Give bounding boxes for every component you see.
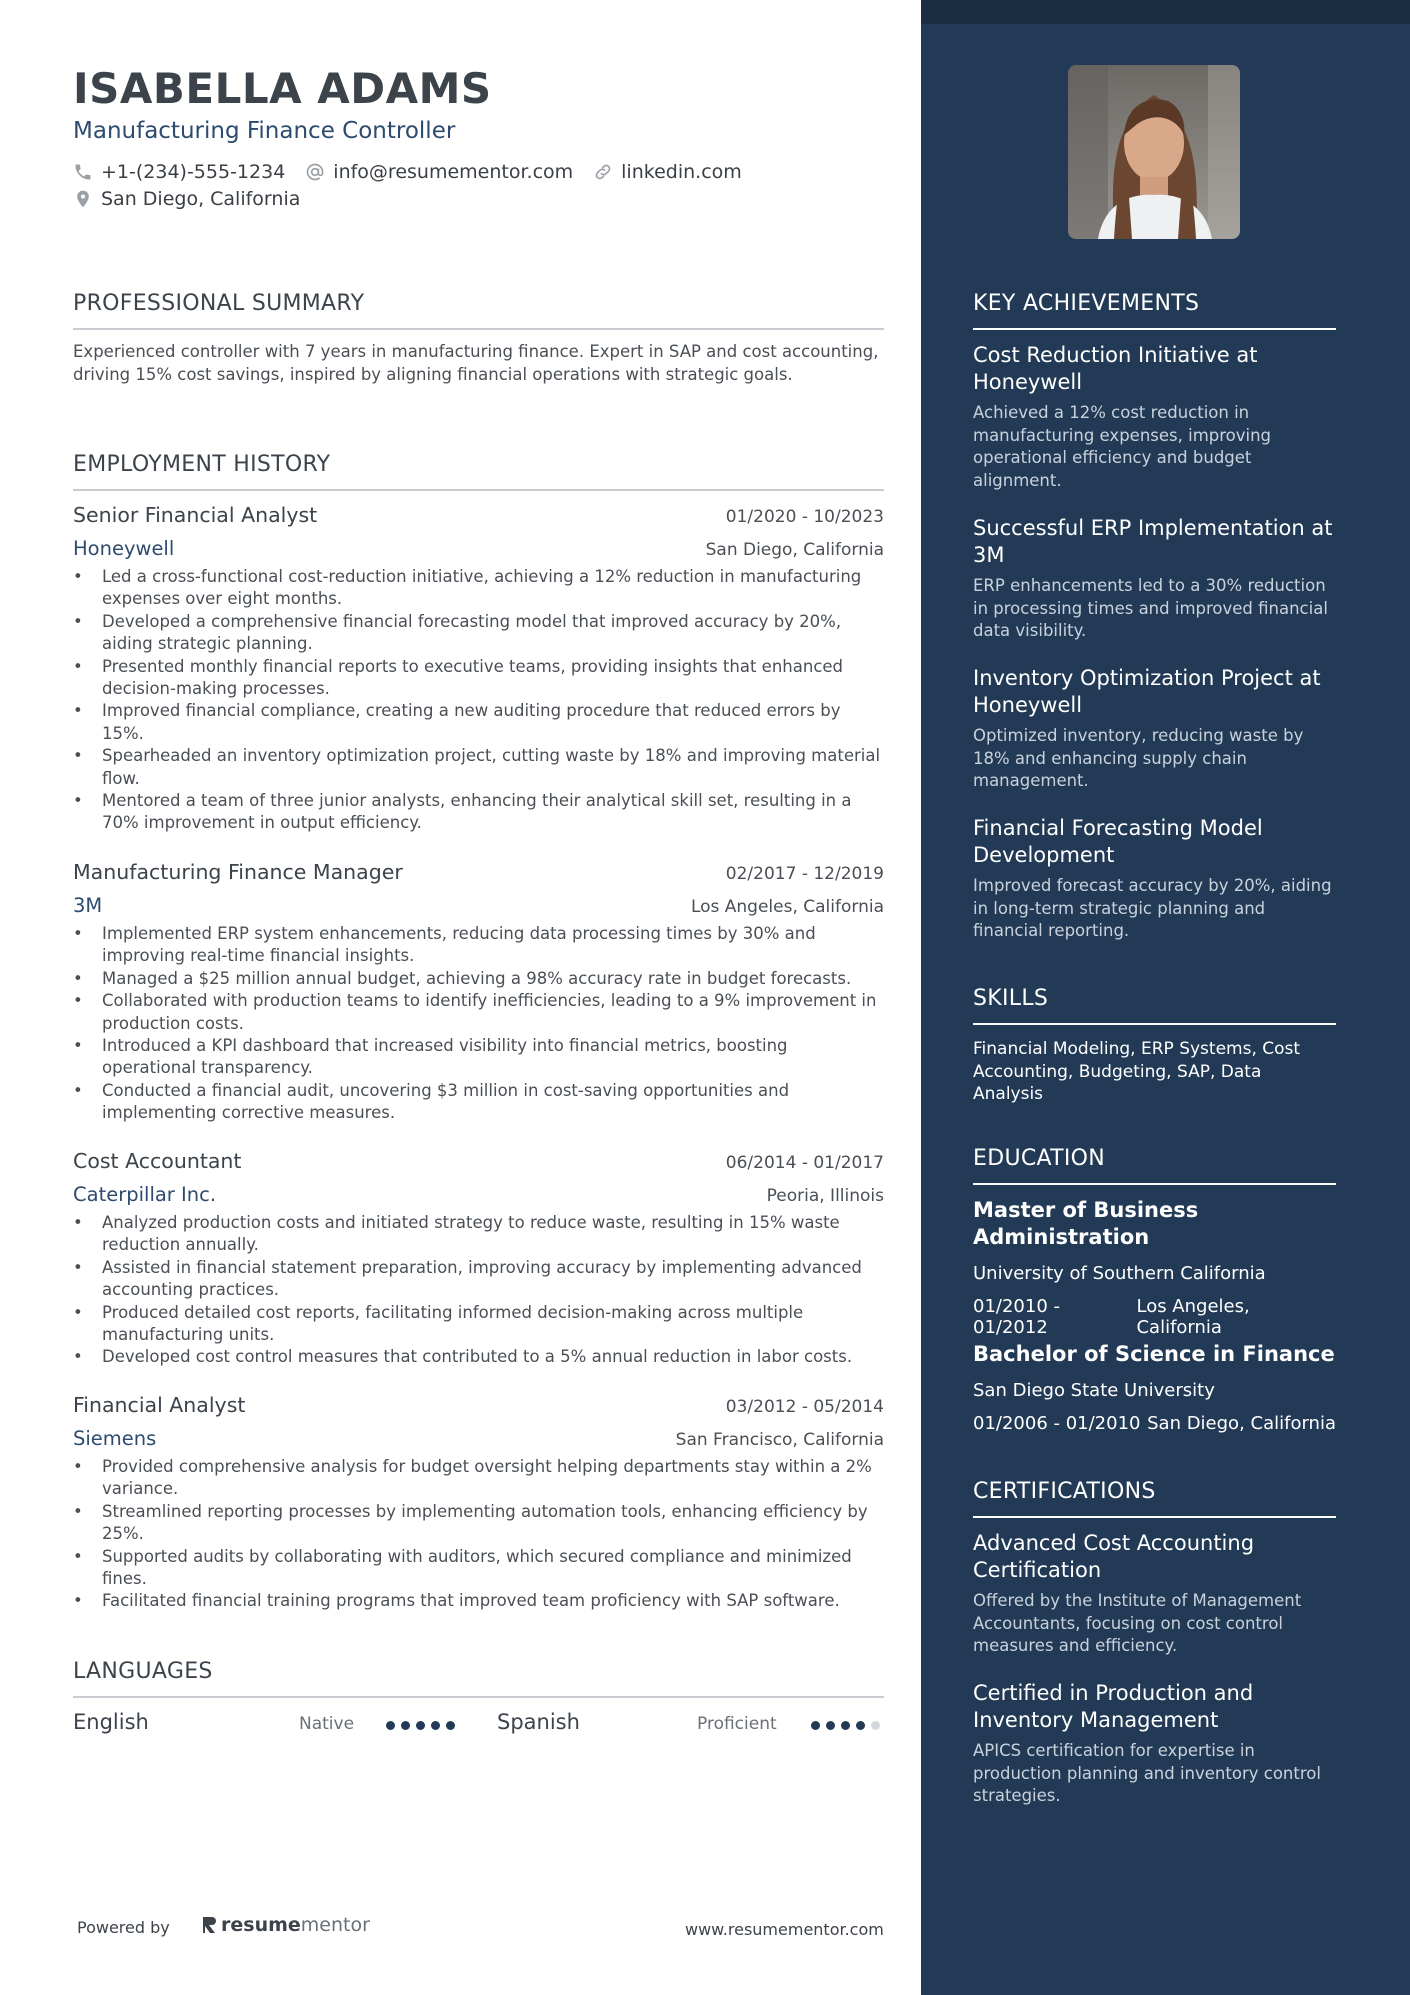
job-bullet: • Led a cross-functional cost-reduction initiative, achieving a 12% reduction in manufacturing expenses over eight months. (73, 566, 884, 611)
email-text: info@resumementor.com (333, 161, 574, 183)
rating-dot-filled (401, 1721, 410, 1730)
achievement-desc: Improved forecast accuracy by 20%, aiding in long-term strategic planning and financial reporting. (973, 876, 1332, 940)
certifications-section (973, 1479, 1336, 1518)
achievements-heading: KEY ACHIEVEMENTS (973, 291, 1336, 330)
job-bullet: • Collaborated with production teams to identify inefficiencies, leading to a 9% improvement in production costs. (73, 990, 884, 1035)
achievement-title: Cost Reduction Initiative at Honeywell (973, 343, 1258, 394)
certification-desc: Offered by the Institute of Management Accountants, focusing on cost control measures and efficiency. (973, 1591, 1302, 1655)
achievement-title: Inventory Optimization Project at Honeywell (973, 666, 1321, 717)
job-dates: 02/2017 - 12/2019 (725, 864, 884, 884)
achievement-item (973, 665, 1336, 793)
job-bullet: • Facilitated financial training programs that improved team proficiency with SAP software. (73, 1590, 884, 1612)
rating-dot-filled (416, 1721, 425, 1730)
achievement-item (973, 515, 1336, 643)
education-location: Los Angeles, California (1136, 1296, 1250, 1338)
job-bullet: • Managed a $25 million annual budget, achieving a 98% accuracy rate in budget forecasts. (73, 968, 884, 990)
job-entry (73, 860, 884, 1125)
education-section (973, 1146, 1336, 1185)
education-degree: Master of Business Administration (973, 1198, 1199, 1249)
job-bullet: • Analyzed production costs and initiated strategy to reduce waste, resulting in 15% waste reduction annually. (73, 1212, 884, 1257)
job-bullet: • Mentored a team of three junior analysts, enhancing their analytical skill set, resulting in a 70% improvement in output efficiency. (73, 790, 884, 835)
logo-text-bold: resume (221, 1914, 301, 1936)
skills-heading: SKILLS (973, 986, 1336, 1025)
job-title: Manufacturing Finance Manager (73, 860, 403, 884)
job-bullet: • Spearheaded an inventory optimization project, cutting waste by 18% and improving material flow. (73, 745, 884, 790)
achievement-desc: ERP enhancements led to a 30% reduction in processing times and improved financial data visibility. (973, 576, 1328, 640)
resumementor-logo-icon (200, 1915, 218, 1935)
job-location: San Diego, California (705, 540, 884, 560)
job-bullet: • Streamlined reporting processes by implementing automation tools, enhancing efficiency by 25%. (73, 1501, 884, 1546)
achievement-title: Successful ERP Implementation at 3M (973, 516, 1333, 567)
education-school: San Diego State University (973, 1380, 1215, 1401)
job-entry (73, 1149, 884, 1369)
job-bullet: • Supported audits by collaborating with auditors, which secured compliance and minimized fines. (73, 1546, 884, 1591)
language-name: English (73, 1710, 149, 1734)
rating-dot-filled (856, 1721, 865, 1730)
job-company: 3M (73, 894, 103, 917)
achievement-desc: Optimized inventory, reducing waste by 18% and enhancing supply chain management. (973, 726, 1304, 790)
skills-text: Financial Modeling, ERP Systems, Cost Accounting, Budgeting, SAP, Data Analysis (973, 1039, 1301, 1104)
summary-heading: PROFESSIONAL SUMMARY (73, 291, 884, 330)
job-dates: 01/2020 - 10/2023 (725, 507, 884, 527)
job-company: Caterpillar Inc. (73, 1183, 217, 1206)
rating-dot-filled (811, 1721, 820, 1730)
contact-row (73, 161, 762, 183)
contact-email[interactable] (305, 161, 573, 183)
location-pin-icon (73, 189, 93, 209)
rating-dot-empty (871, 1721, 880, 1730)
candidate-name: ISABELLA ADAMS (73, 64, 492, 113)
certifications-heading: CERTIFICATIONS (973, 1479, 1336, 1518)
phone-icon (73, 162, 93, 182)
language-name: Spanish (497, 1710, 580, 1734)
job-bullet: • Assisted in financial statement preparation, improving accuracy by implementing advanced accounting practices. (73, 1257, 884, 1302)
certification-item (973, 1530, 1336, 1658)
job-bullet: • Presented monthly financial reports to executive teams, providing insights that enhanced decision-making processes. (73, 656, 884, 701)
job-bullets (73, 566, 884, 835)
job-location: Peoria, Illinois (766, 1186, 884, 1206)
achievements-section (973, 291, 1336, 330)
education-location: San Diego, California (1147, 1413, 1336, 1434)
sidebar-top-band (921, 0, 1410, 24)
language-level: Native (299, 1714, 355, 1734)
job-bullet: • Conducted a financial audit, uncovering $3 million in cost-saving opportunities and implementing corrective measures. (73, 1080, 884, 1125)
languages-heading: LANGUAGES (73, 1659, 884, 1698)
rating-dot-filled (826, 1721, 835, 1730)
job-bullet: • Produced detailed cost reports, facilitating informed decision-making across multiple manufacturing units. (73, 1302, 884, 1347)
certification-title: Advanced Cost Accounting Certification (973, 1531, 1255, 1582)
job-entry (73, 503, 884, 835)
job-entry (73, 1393, 884, 1613)
language-rating (386, 1721, 461, 1730)
education-item (973, 1197, 1336, 1338)
job-location: San Francisco, California (675, 1430, 884, 1450)
job-bullets (73, 1456, 884, 1613)
job-bullets (73, 1212, 884, 1369)
job-title: Financial Analyst (73, 1393, 246, 1417)
achievement-item (973, 815, 1336, 943)
job-bullet: • Implemented ERP system enhancements, reducing data processing times by 30% and improving real-time financial insights. (73, 923, 884, 968)
summary-text: Experienced controller with 7 years in manufacturing finance. Expert in SAP and cost accounting, driving 15% cost savings, inspired by aligning financial operations with strategic goals. (73, 342, 879, 384)
profile-photo (1068, 65, 1240, 239)
job-location: Los Angeles, California (690, 897, 884, 917)
footer-powered-by: Powered by (77, 1918, 170, 1937)
education-school: University of Southern California (973, 1263, 1266, 1284)
candidate-role: Manufacturing Finance Controller (73, 118, 456, 144)
logo-text-light: mentor (300, 1914, 370, 1936)
education-dates: 01/2010 - 01/2012 (973, 1296, 1060, 1338)
education-item (973, 1341, 1336, 1434)
language-rating (811, 1721, 886, 1730)
footer-logo[interactable] (200, 1914, 370, 1936)
footer-url[interactable]: www.resumementor.com (685, 1920, 884, 1939)
link-icon (593, 162, 613, 182)
certification-title: Certified in Production and Inventory Management (973, 1681, 1254, 1732)
certification-item (973, 1680, 1336, 1808)
job-bullets (73, 923, 884, 1125)
job-bullet: • Improved financial compliance, creating a new auditing procedure that reduced errors by 15%. (73, 700, 884, 745)
job-bullet: • Developed a comprehensive financial forecasting model that improved accuracy by 20%, aiding strategic planning. (73, 611, 884, 656)
skills-section (973, 986, 1336, 1106)
job-title: Senior Financial Analyst (73, 503, 318, 527)
education-heading: EDUCATION (973, 1146, 1336, 1185)
job-dates: 06/2014 - 01/2017 (725, 1153, 884, 1173)
location-text: San Diego, California (101, 188, 301, 210)
rating-dot-filled (446, 1721, 455, 1730)
job-bullet: • Provided comprehensive analysis for budget oversight helping departments stay within a 2% variance. (73, 1456, 884, 1501)
contact-location (73, 188, 300, 210)
achievement-desc: Achieved a 12% cost reduction in manufacturing expenses, improving operational efficiency and budget alignment. (973, 403, 1272, 490)
employment-heading: EMPLOYMENT HISTORY (73, 452, 884, 491)
job-company: Siemens (73, 1427, 157, 1450)
languages-row (73, 1710, 884, 1740)
summary-section (73, 291, 884, 386)
achievement-title: Financial Forecasting Model Development (973, 816, 1263, 867)
linkedin-text: linkedin.com (621, 161, 742, 183)
certification-desc: APICS certification for expertise in production planning and inventory control strategies. (973, 1741, 1321, 1805)
languages-section (73, 1659, 884, 1698)
job-dates: 03/2012 - 05/2014 (725, 1397, 884, 1417)
achievement-item (973, 342, 1336, 492)
language-level: Proficient (697, 1714, 777, 1734)
education-degree: Bachelor of Science in Finance (973, 1342, 1335, 1366)
job-title: Cost Accountant (73, 1149, 242, 1173)
rating-dot-filled (386, 1721, 395, 1730)
rating-dot-filled (841, 1721, 850, 1730)
at-icon (305, 162, 325, 182)
contact-phone[interactable] (73, 161, 285, 183)
job-bullet: • Introduced a KPI dashboard that increased visibility into financial metrics, boosting operational transparency. (73, 1035, 884, 1080)
contact-row-location (73, 188, 320, 210)
job-company: Honeywell (73, 537, 175, 560)
rating-dot-filled (431, 1721, 440, 1730)
education-dates: 01/2006 - 01/2010 (973, 1413, 1141, 1434)
contact-linkedin[interactable] (593, 161, 742, 183)
phone-text: +1-(234)-555-1234 (101, 161, 286, 183)
job-bullet: • Developed cost control measures that contributed to a 5% annual reduction in labor costs. (73, 1346, 884, 1368)
employment-section (73, 452, 884, 491)
